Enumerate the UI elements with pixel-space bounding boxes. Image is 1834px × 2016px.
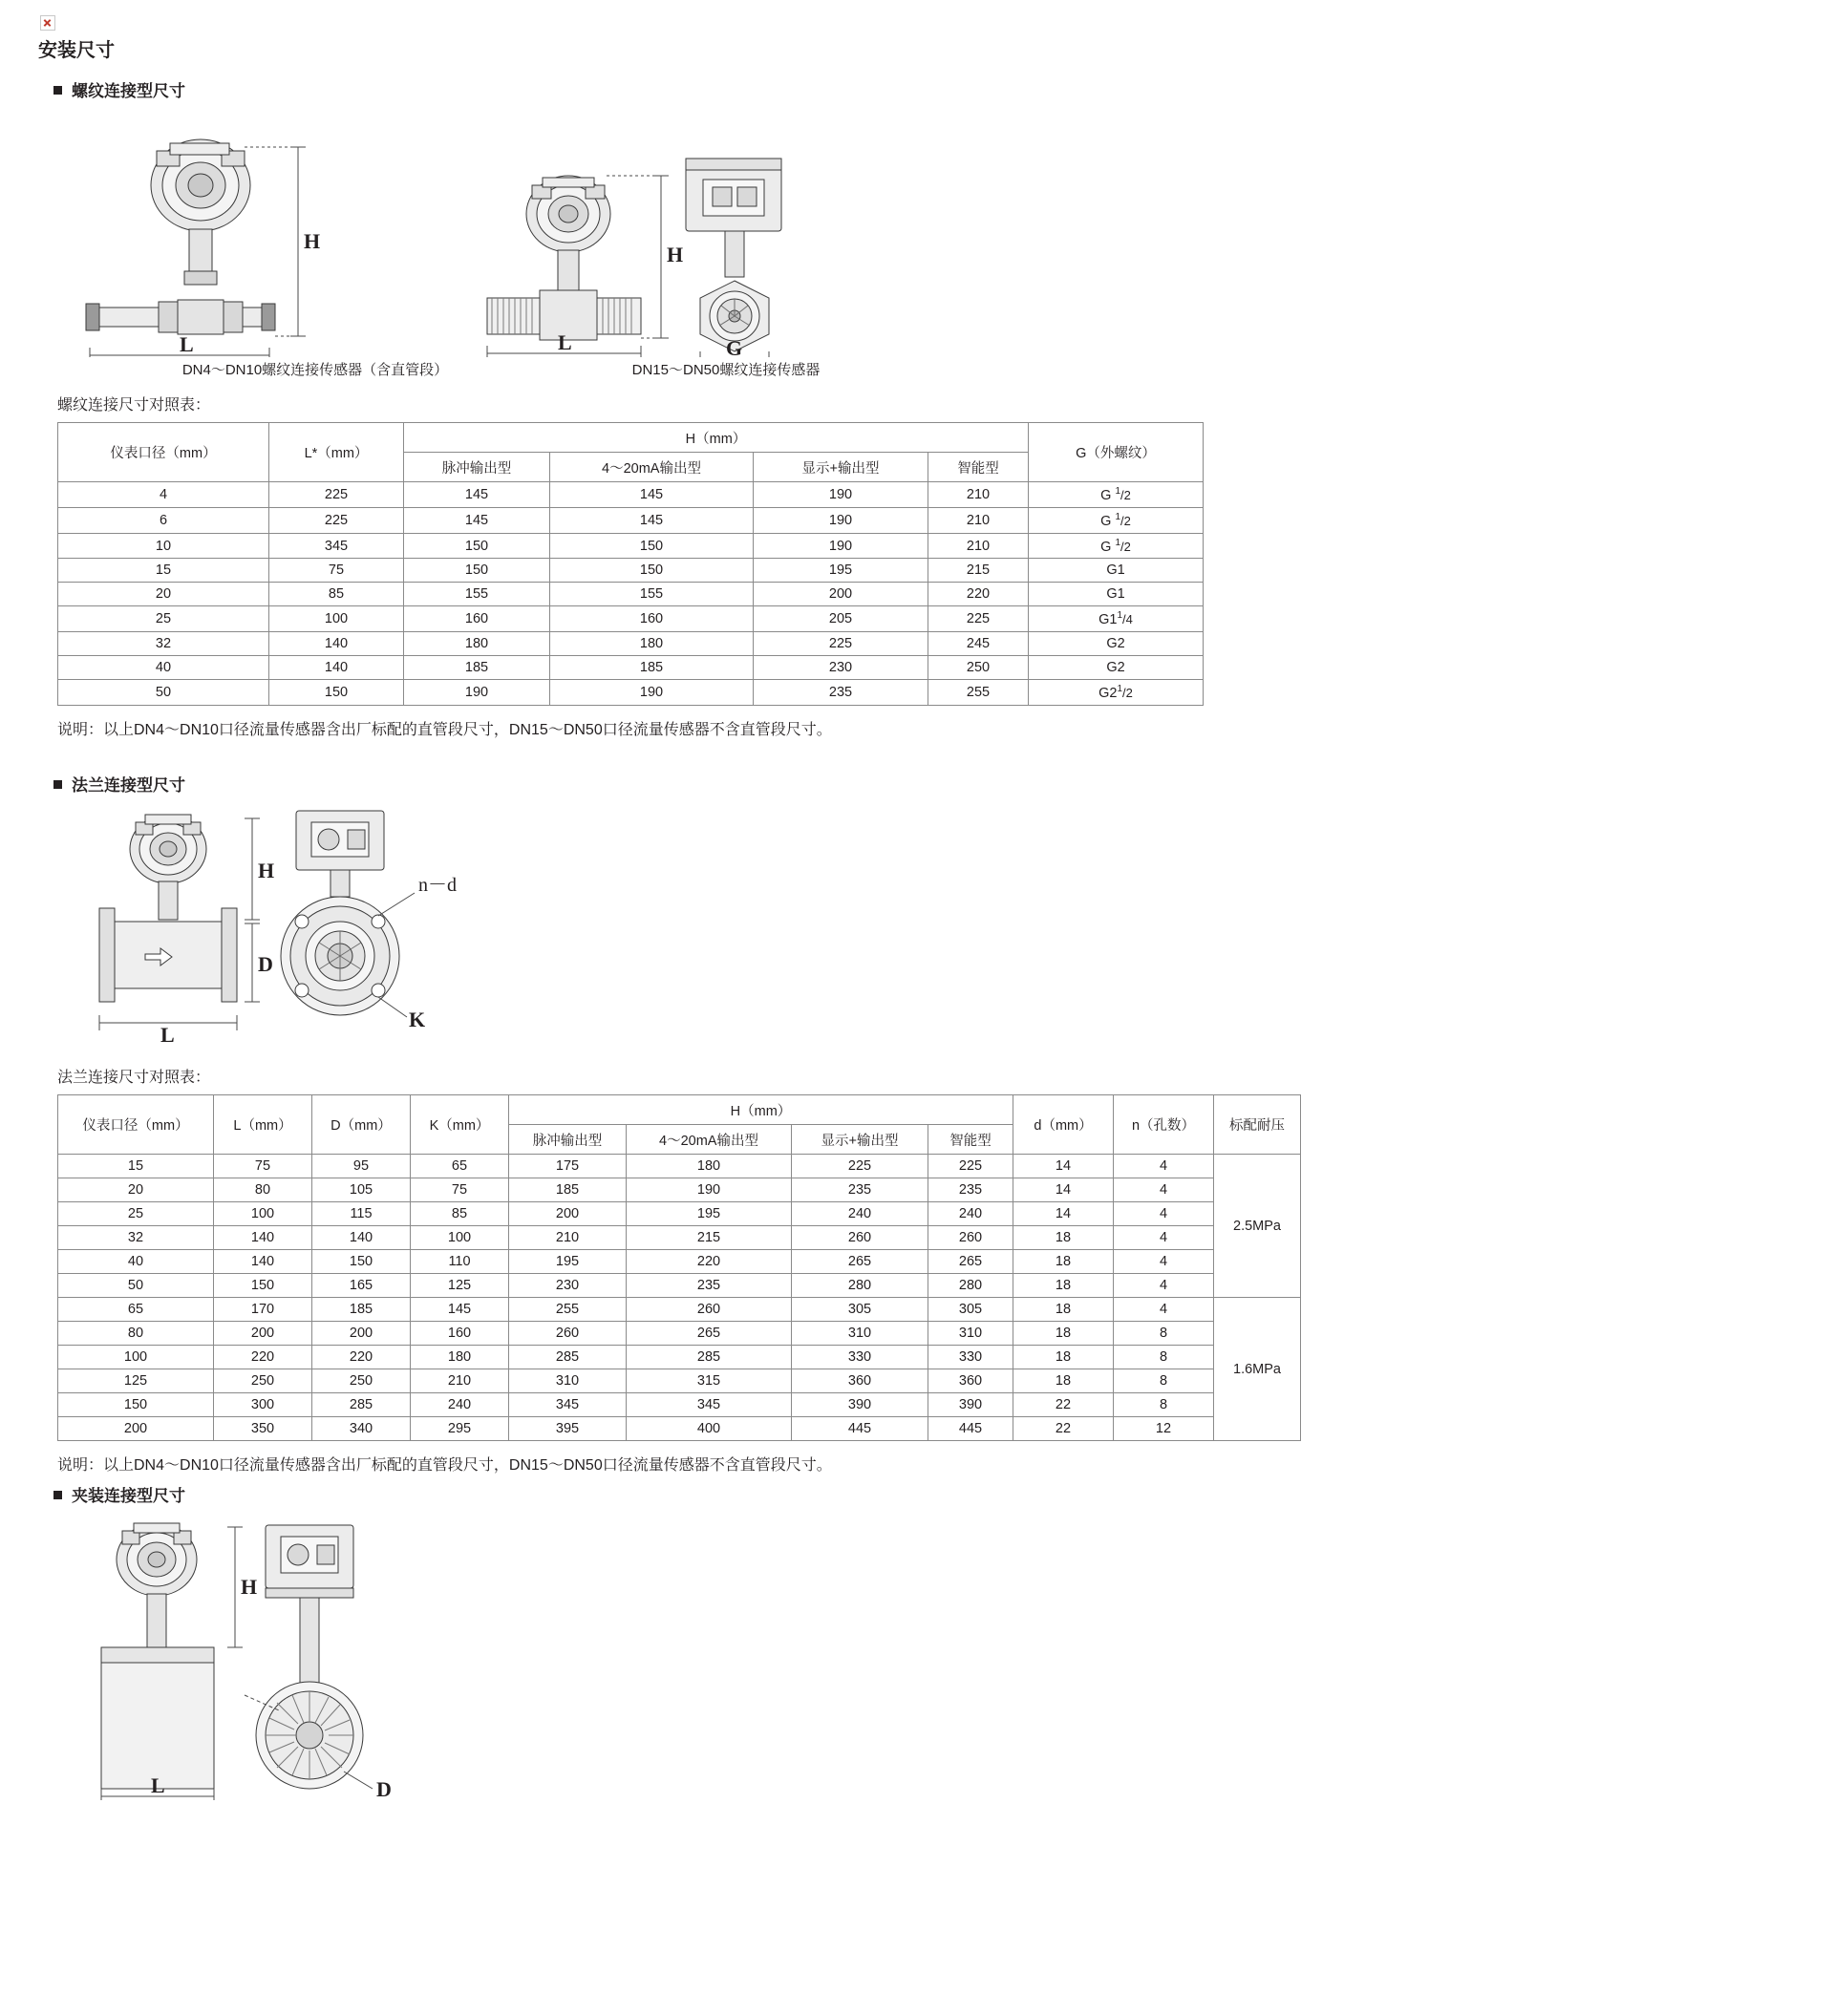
table-title-flange: 法兰连接尺寸对照表： (57, 1070, 211, 1087)
cell-l: 100 (214, 1202, 312, 1226)
flange-figures (57, 803, 1777, 1051)
cell-l: 75 (214, 1155, 312, 1178)
square-bullet-icon (53, 780, 62, 789)
cell-d: 140 (312, 1226, 411, 1250)
cell-bore: 50 (58, 1274, 214, 1298)
cell-bore: 40 (58, 1250, 214, 1274)
table-row (58, 1178, 1301, 1202)
cell-h_420: 185 (550, 656, 754, 680)
cell-k: 100 (411, 1226, 509, 1250)
th-h-group: H（mm） (509, 1095, 1013, 1125)
cell-h_pulse: 210 (509, 1226, 627, 1250)
cell-hole_n: 4 (1114, 1226, 1214, 1250)
cell-hole_n: 4 (1114, 1202, 1214, 1226)
table-row (58, 1250, 1301, 1274)
cell-d: 200 (312, 1322, 411, 1346)
cell-h_420: 345 (627, 1393, 792, 1417)
cell-h_pulse: 160 (404, 606, 550, 632)
clamp-drawing (57, 1514, 478, 1800)
table-header-row (58, 423, 1204, 453)
table-header-row (58, 1095, 1301, 1125)
cell-k: 295 (411, 1417, 509, 1441)
table-title-threaded: 螺纹连接尺寸对照表： (57, 397, 211, 414)
cell-h_420: 220 (627, 1250, 792, 1274)
cell-hole_d: 18 (1013, 1226, 1114, 1250)
cell-h_smart: 210 (928, 533, 1029, 559)
cell-l: 350 (214, 1417, 312, 1441)
cell-h_smart: 265 (928, 1250, 1013, 1274)
cell-k: 145 (411, 1298, 509, 1322)
table-row (58, 1369, 1301, 1393)
cell-h_display: 280 (792, 1274, 928, 1298)
cell-h_pulse: 230 (509, 1274, 627, 1298)
cell-h_smart: 445 (928, 1417, 1013, 1441)
section-heading-flange-label: 法兰连接型尺寸 (72, 776, 185, 796)
table-row (58, 606, 1204, 632)
cell-d: 185 (312, 1298, 411, 1322)
label-H-mid: H (667, 243, 684, 266)
cell-l: 85 (269, 583, 404, 606)
table-row (58, 656, 1204, 680)
cell-k: 110 (411, 1250, 509, 1274)
cell-h_smart: 240 (928, 1202, 1013, 1226)
cell-h_420: 400 (627, 1417, 792, 1441)
label-L-left: L (180, 332, 194, 356)
cell-h_display: 225 (792, 1155, 928, 1178)
cell-h_smart: 260 (928, 1226, 1013, 1250)
th-h-pulse: 脉冲输出型 (509, 1125, 627, 1155)
cell-h_display: 390 (792, 1393, 928, 1417)
cell-g: G $^1$/2 (1029, 533, 1204, 559)
th-pressure: 标配耐压 (1214, 1095, 1301, 1155)
cell-h_pulse: 310 (509, 1369, 627, 1393)
th-d: D（mm） (312, 1095, 411, 1155)
cell-hole_n: 4 (1114, 1178, 1214, 1202)
cell-l: 140 (269, 632, 404, 656)
cell-hole_n: 4 (1114, 1274, 1214, 1298)
cell-h_display: 235 (792, 1178, 928, 1202)
cell-hole_n: 4 (1114, 1155, 1214, 1178)
section-heading-threaded-label: 螺纹连接型尺寸 (72, 82, 185, 100)
cell-h_pulse: 200 (509, 1202, 627, 1226)
label-H-left: H (304, 229, 321, 253)
cell-bore: 150 (58, 1393, 214, 1417)
cell-h_pulse: 150 (404, 533, 550, 559)
th-g: G（外螺纹） (1029, 423, 1204, 482)
th-h-420: 4～20mA输出型 (550, 453, 754, 482)
table-row (58, 632, 1204, 656)
cell-hole_n: 8 (1114, 1393, 1214, 1417)
th-k: K（mm） (411, 1095, 509, 1155)
label-L-clamp: L (151, 1773, 165, 1798)
cell-l: 140 (269, 656, 404, 680)
cell-l: 170 (214, 1298, 312, 1322)
cell-g: $G2^1/2$ (1029, 680, 1204, 706)
cell-hole_d: 22 (1013, 1417, 1114, 1441)
cell-h_display: 445 (792, 1417, 928, 1441)
cell-h_display: 190 (754, 482, 928, 508)
cell-h_420: 150 (550, 559, 754, 583)
cell-bore: 125 (58, 1369, 214, 1393)
cell-h_pulse: 395 (509, 1417, 627, 1441)
cell-h_display: 195 (754, 559, 928, 583)
cell-d: 220 (312, 1346, 411, 1369)
cell-h_display: 330 (792, 1346, 928, 1369)
th-h-display: 显示+输出型 (792, 1125, 928, 1155)
cell-h_smart: 305 (928, 1298, 1013, 1322)
cell-d: 115 (312, 1202, 411, 1226)
cell-h_smart: 250 (928, 656, 1029, 680)
cell-hole_d: 22 (1013, 1393, 1114, 1417)
cell-hole_d: 14 (1013, 1178, 1114, 1202)
cell-h_pulse: 180 (404, 632, 550, 656)
cell-h_display: 205 (754, 606, 928, 632)
cell-bore: 15 (58, 1155, 214, 1178)
table-row (58, 1226, 1301, 1250)
th-h-smart: 智能型 (928, 1125, 1013, 1155)
table-row (58, 482, 1204, 508)
broken-image-icon (40, 15, 55, 31)
cell-bore: 6 (58, 507, 269, 533)
cell-h_smart: 245 (928, 632, 1029, 656)
cell-h_display: 360 (792, 1369, 928, 1393)
cell-g: $G1^1/4$ (1029, 606, 1204, 632)
cell-hole_d: 14 (1013, 1155, 1114, 1178)
cell-hole_n: 4 (1114, 1298, 1214, 1322)
cell-h_display: 200 (754, 583, 928, 606)
cell-bore: 32 (58, 632, 269, 656)
threaded-table-body (58, 482, 1204, 706)
cell-h_pulse: 260 (509, 1322, 627, 1346)
table-row (58, 559, 1204, 583)
cell-h_smart: 360 (928, 1369, 1013, 1393)
cell-l: 250 (214, 1369, 312, 1393)
label-D-flange: D (258, 952, 273, 977)
cell-l: 345 (269, 533, 404, 559)
cell-g: G2 (1029, 656, 1204, 680)
clamp-figures (57, 1514, 1777, 1800)
cell-h_pulse: 190 (404, 680, 550, 706)
section-heading-clamp-label: 夹装连接型尺寸 (72, 1487, 185, 1506)
cell-h_pulse: 185 (509, 1178, 627, 1202)
th-l: L（mm） (214, 1095, 312, 1155)
cell-h_pulse: 145 (404, 482, 550, 508)
cell-l: 220 (214, 1346, 312, 1369)
cell-bore: 200 (58, 1417, 214, 1441)
cell-h_420: 155 (550, 583, 754, 606)
label-D-clamp: D (376, 1777, 392, 1801)
table-row (58, 533, 1204, 559)
cell-h_pulse: 155 (404, 583, 550, 606)
cell-g: G1 (1029, 559, 1204, 583)
cell-hole_d: 18 (1013, 1322, 1114, 1346)
cell-l: 75 (269, 559, 404, 583)
fig-caption-threaded-left: DN4～DN10螺纹连接传感器（含直管段） (181, 362, 449, 378)
cell-bore: 25 (58, 606, 269, 632)
table-row (58, 1202, 1301, 1226)
th-hole-d: d（mm） (1013, 1095, 1114, 1155)
cell-hole_d: 18 (1013, 1346, 1114, 1369)
table-row (58, 1322, 1301, 1346)
cell-h_pulse: 345 (509, 1393, 627, 1417)
cell-hole_n: 4 (1114, 1250, 1214, 1274)
cell-hole_d: 18 (1013, 1250, 1114, 1274)
cell-l: 100 (269, 606, 404, 632)
cell-bore: 15 (58, 559, 269, 583)
cell-bore: 32 (58, 1226, 214, 1250)
th-h-display: 显示+输出型 (754, 453, 928, 482)
cell-h_display: 305 (792, 1298, 928, 1322)
th-hole-n: n（孔数） (1114, 1095, 1214, 1155)
cell-h_pulse: 285 (509, 1346, 627, 1369)
cell-h_smart: 310 (928, 1322, 1013, 1346)
cell-h_smart: 215 (928, 559, 1029, 583)
note-flange: 说明：以上DN4～DN10口径流量传感器含出厂标配的直管段尺寸，DN15～DN50口径流量传感器不含直管段尺寸。 (57, 1457, 832, 1475)
cell-h_420: 190 (627, 1178, 792, 1202)
table-row (58, 583, 1204, 606)
table-row (58, 1346, 1301, 1369)
label-K-flange: K (409, 1008, 426, 1032)
th-bore: 仪表口径（mm） (58, 1095, 214, 1155)
cell-k: 180 (411, 1346, 509, 1369)
cell-h_display: 240 (792, 1202, 928, 1226)
cell-h_420: 160 (550, 606, 754, 632)
cell-hole_d: 18 (1013, 1298, 1114, 1322)
cell-h_display: 190 (754, 507, 928, 533)
label-G-right: G (726, 336, 743, 357)
label-L-mid: L (558, 330, 572, 354)
cell-h_pulse: 255 (509, 1298, 627, 1322)
table-row (58, 1274, 1301, 1298)
table-row (58, 1298, 1301, 1322)
cell-h_420: 195 (627, 1202, 792, 1226)
cell-l: 80 (214, 1178, 312, 1202)
cell-h_display: 230 (754, 656, 928, 680)
cell-bore: 50 (58, 680, 269, 706)
cell-h_420: 145 (550, 507, 754, 533)
cell-bore: 20 (58, 583, 269, 606)
cell-h_pulse: 195 (509, 1250, 627, 1274)
cell-hole_n: 8 (1114, 1369, 1214, 1393)
cell-h_smart: 235 (928, 1178, 1013, 1202)
cell-d: 285 (312, 1393, 411, 1417)
cell-l: 225 (269, 482, 404, 508)
flange-dimension-table (57, 1094, 1301, 1441)
cell-d: 95 (312, 1155, 411, 1178)
threaded-drawing (57, 109, 936, 357)
cell-hole_d: 14 (1013, 1202, 1114, 1226)
cell-h_smart: 225 (928, 1155, 1013, 1178)
cell-bore: 65 (58, 1298, 214, 1322)
label-H-flange: H (258, 859, 275, 883)
cell-h_smart: 220 (928, 583, 1029, 606)
cell-k: 75 (411, 1178, 509, 1202)
cell-l: 300 (214, 1393, 312, 1417)
cell-d: 105 (312, 1178, 411, 1202)
cell-h_pulse: 175 (509, 1155, 627, 1178)
cell-h_display: 310 (792, 1322, 928, 1346)
cell-hole_d: 18 (1013, 1274, 1114, 1298)
th-h-group: H（mm） (404, 423, 1029, 453)
cell-l: 200 (214, 1322, 312, 1346)
cell-h_pulse: 150 (404, 559, 550, 583)
table-row (58, 1155, 1301, 1178)
cell-h_display: 265 (792, 1250, 928, 1274)
cell-bore: 40 (58, 656, 269, 680)
cell-h_pulse: 145 (404, 507, 550, 533)
cell-d: 340 (312, 1417, 411, 1441)
cell-l: 140 (214, 1250, 312, 1274)
cell-k: 85 (411, 1202, 509, 1226)
cell-l: 225 (269, 507, 404, 533)
cell-pressure: 2.5MPa (1214, 1155, 1301, 1298)
cell-h_display: 235 (754, 680, 928, 706)
cell-d: 150 (312, 1250, 411, 1274)
cell-hole_n: 8 (1114, 1346, 1214, 1369)
cell-h_display: 190 (754, 533, 928, 559)
cell-h_smart: 210 (928, 482, 1029, 508)
cell-pressure: 1.6MPa (1214, 1298, 1301, 1441)
cell-k: 160 (411, 1322, 509, 1346)
cell-h_420: 180 (627, 1155, 792, 1178)
cell-bore: 10 (58, 533, 269, 559)
cell-h_420: 215 (627, 1226, 792, 1250)
flange-drawing (57, 803, 592, 1051)
cell-k: 240 (411, 1393, 509, 1417)
cell-h_pulse: 185 (404, 656, 550, 680)
cell-h_smart: 255 (928, 680, 1029, 706)
cell-d: 165 (312, 1274, 411, 1298)
cell-h_420: 190 (550, 680, 754, 706)
cell-k: 65 (411, 1155, 509, 1178)
cell-h_smart: 330 (928, 1346, 1013, 1369)
table-row (58, 1417, 1301, 1441)
cell-bore: 25 (58, 1202, 214, 1226)
cell-g: G2 (1029, 632, 1204, 656)
section-heading-flange (53, 772, 1777, 796)
cell-k: 210 (411, 1369, 509, 1393)
th-h-smart: 智能型 (928, 453, 1029, 482)
square-bullet-icon (53, 1491, 62, 1499)
cell-h_display: 225 (754, 632, 928, 656)
cell-bore: 100 (58, 1346, 214, 1369)
cell-h_420: 145 (550, 482, 754, 508)
cell-g: G $^1$/2 (1029, 507, 1204, 533)
note-threaded: 说明：以上DN4～DN10口径流量传感器含出厂标配的直管段尺寸，DN15～DN50口径流量传感器不含直管段尺寸。 (57, 722, 832, 739)
label-H-clamp: H (241, 1575, 258, 1600)
section-heading-clamp (53, 1482, 1777, 1506)
cell-l: 150 (214, 1274, 312, 1298)
table-row (58, 1393, 1301, 1417)
label-n-d-flange: n－d (418, 875, 457, 897)
th-l: L*（mm） (269, 423, 404, 482)
fig-caption-threaded-right: DN15～DN50螺纹连接传感器 (631, 362, 821, 378)
cell-h_420: 315 (627, 1369, 792, 1393)
cell-d: 250 (312, 1369, 411, 1393)
th-h-420: 4～20mA输出型 (627, 1125, 792, 1155)
cell-h_smart: 225 (928, 606, 1029, 632)
cell-bore: 80 (58, 1322, 214, 1346)
threaded-dimension-table (57, 422, 1204, 706)
cell-h_420: 150 (550, 533, 754, 559)
cell-hole_d: 18 (1013, 1369, 1114, 1393)
page-title: 安装尺寸 (38, 40, 115, 61)
cell-h_smart: 390 (928, 1393, 1013, 1417)
cell-g: G1 (1029, 583, 1204, 606)
cell-l: 150 (269, 680, 404, 706)
cell-hole_n: 12 (1114, 1417, 1214, 1441)
section-heading-threaded (53, 77, 1777, 101)
cell-h_smart: 210 (928, 507, 1029, 533)
cell-hole_n: 8 (1114, 1322, 1214, 1346)
threaded-figures (57, 109, 1777, 379)
cell-h_420: 285 (627, 1346, 792, 1369)
square-bullet-icon (53, 86, 62, 95)
cell-k: 125 (411, 1274, 509, 1298)
table-row (58, 507, 1204, 533)
cell-h_smart: 280 (928, 1274, 1013, 1298)
label-L-flange: L (160, 1023, 175, 1048)
cell-h_420: 265 (627, 1322, 792, 1346)
cell-g: G $^1$/2 (1029, 482, 1204, 508)
th-bore: 仪表口径（mm） (58, 423, 269, 482)
table-row (58, 680, 1204, 706)
th-h-pulse: 脉冲输出型 (404, 453, 550, 482)
cell-h_420: 235 (627, 1274, 792, 1298)
cell-bore: 20 (58, 1178, 214, 1202)
threaded-captions (57, 359, 1777, 379)
cell-l: 140 (214, 1226, 312, 1250)
cell-bore: 4 (58, 482, 269, 508)
cell-h_420: 260 (627, 1298, 792, 1322)
cell-h_display: 260 (792, 1226, 928, 1250)
flange-table-body (58, 1155, 1301, 1441)
cell-h_420: 180 (550, 632, 754, 656)
